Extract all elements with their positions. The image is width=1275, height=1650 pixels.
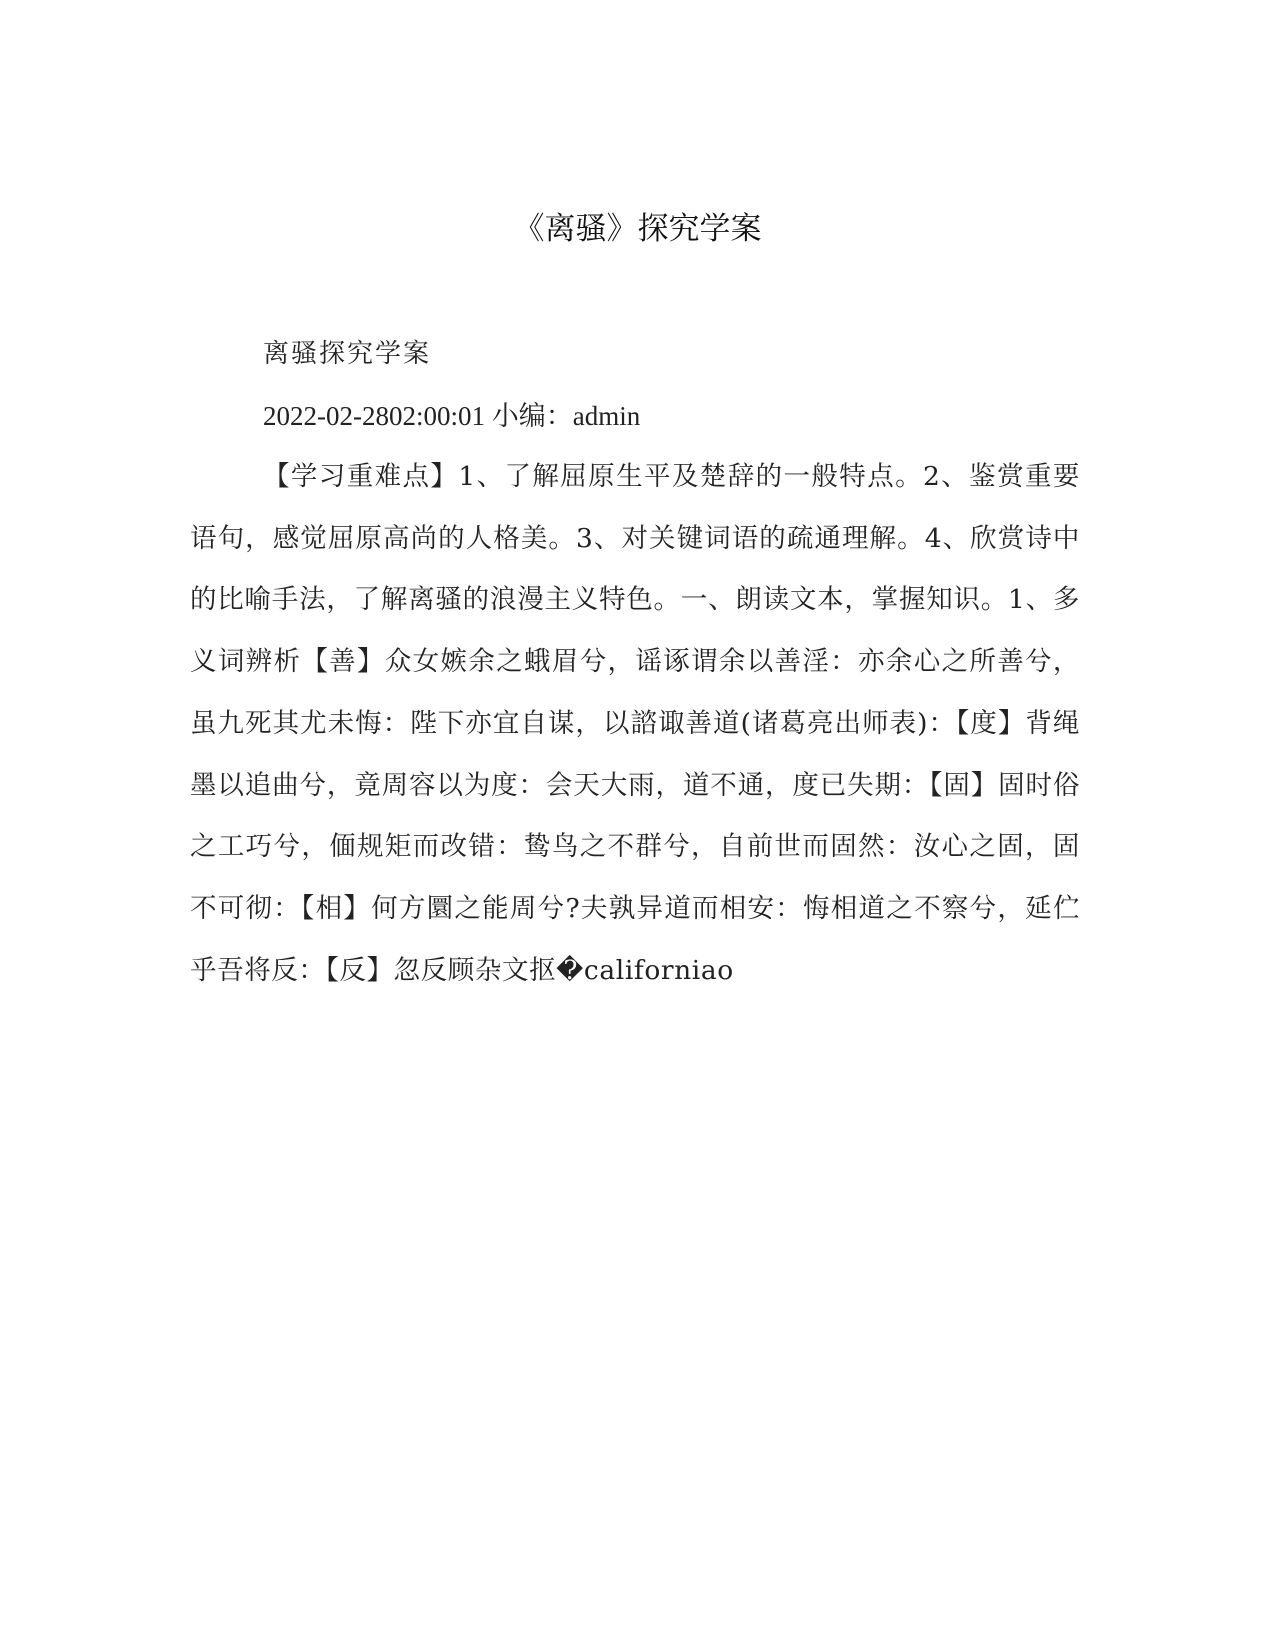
document-title: 《离骚》探究学案: [513, 211, 762, 247]
publish-meta: 2022-02-2802:00:01 小编：admin: [263, 401, 641, 431]
document-subtitle: 离骚探究学案: [263, 339, 432, 369]
document-body: 【学习重难点】1、了解屈原生平及楚辞的一般特点。2、鉴赏重要语句，感觉屈原高尚的人格美。3、对关键词语的疏通理解。4、欣赏诗中的比喻手法，了解离骚的浪漫主义特色。一、朗读文本，掌握知识。1、多义词辨析【善】众女嫉余之蛾眉兮，谣诼谓余以善淫：亦余心之所善兮，虽九死其尤未悔：陛下亦宜自谋，以諮诹善道(诸葛亮出师表)：【度】背绳墨以追曲兮，竟周容以为度：会天大雨，道不通，度已失期：【固】固时俗之工巧兮，偭规矩而改错：鸷鸟之不群兮，自前世而固然：汝心之固，固不可彻：【相】何方圜之能周兮?夫孰异道而相安：悔相道之不察兮，延伫乎吾将反：【反】忽反顾杂文抠�californiaо: [190, 461, 1080, 986]
